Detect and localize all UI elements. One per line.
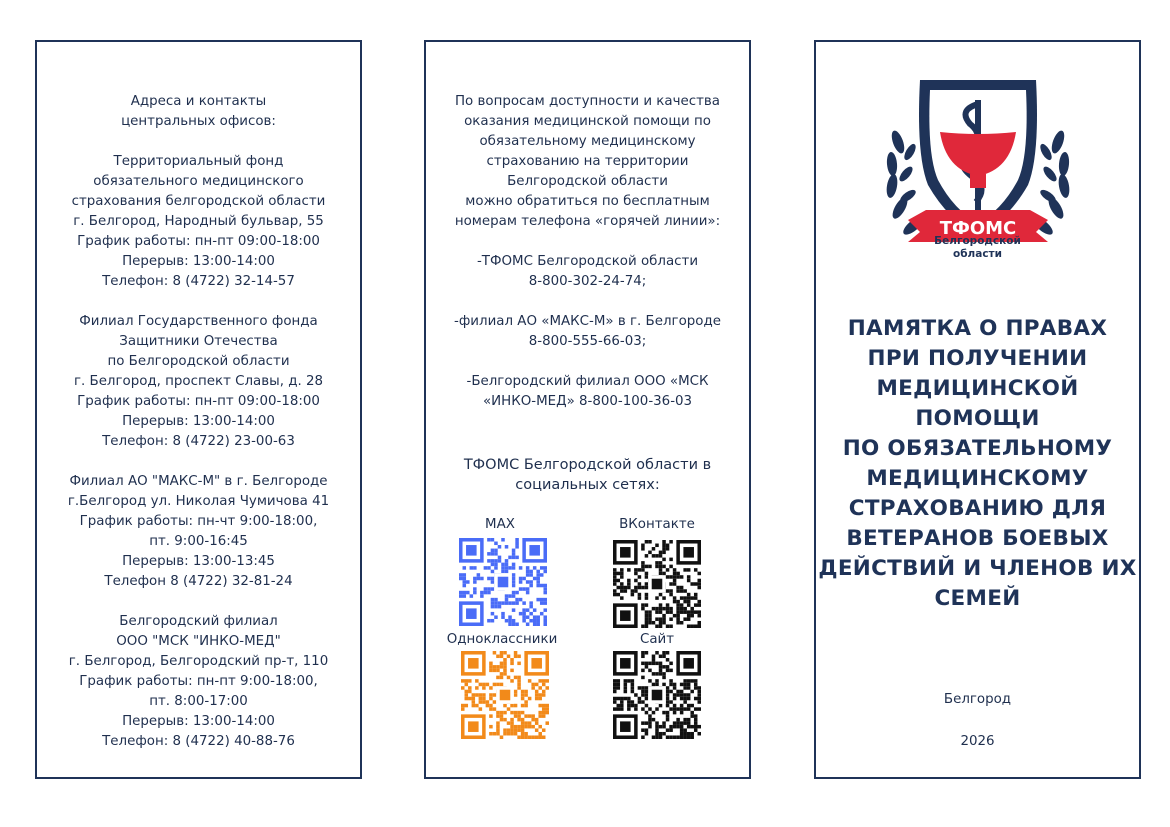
office-tfoms: Территориальный фонд обязательного медицинского страхования белгородской области г. Белгород, Народный бульвар, 55 График работы: пн-пт 09:00-18:00 Перерыв: 13:00-14:00 Телефон: 8 (4722) 32-14-57 xyxy=(71,154,326,289)
hotline-panel xyxy=(424,40,751,779)
qr-label-max: MAX xyxy=(485,517,515,532)
qr-label-site: Сайт xyxy=(639,632,675,647)
contacts-panel xyxy=(35,40,362,779)
office-defenders-fund: Филиал Государственного фонда Защитники Отечества по Белгородской области г. Белгород, проспект Славы, д. 28 График работы: пн-пт 09:00-18:00 Перерыв: 13:00-14:00 Телефон: 8 (4722) 23-00-63 xyxy=(73,314,324,449)
hotline-inko-med: -Белгородский филиал ООО «МСК «ИНКО-МЕД» 8-800-100-36-03 xyxy=(466,374,709,409)
hotline-intro: По вопросам доступности и качества оказания медицинской помощи по обязательному медицинскому страхованию на территории Белгородской области можно обратиться по бесплатным номерам телефона «горячей линии»: xyxy=(454,94,721,229)
logo-subtitle: Белгородской области xyxy=(934,235,1021,260)
office-maks-m: Филиал АО "МАКС-М" в г. Белгороде г.Белгород ул. Николая Чумичова 41 График работы: пн-чт 9:00-18:00, пт. 9:00-16:45 Перерыв: 13:00-13:45 Телефон 8 (4722) 32-81-24 xyxy=(67,474,330,589)
cover-panel xyxy=(814,40,1141,779)
brochure-title: ПАМЯТКА О ПРАВАХ ПРИ ПОЛУЧЕНИИ МЕДИЦИНСКОЙ ПОМОЩИ ПО ОБЯЗАТЕЛЬНОМУ МЕДИЦИНСКОМУ СТРАХОВАНИЮ ДЛЯ ВЕТЕРАНОВ БОЕВЫХ ДЕЙСТВИЙ И ЧЛЕНОВ ИХ СЕМЕЙ xyxy=(818,316,1137,611)
qr-code-site-icon[interactable] xyxy=(613,651,701,739)
hotline-tfoms: -ТФОМС Белгородской области 8-800-302-24-74; xyxy=(476,254,699,289)
qr-label-vk: ВКонтакте xyxy=(619,517,695,532)
office-inko-med: Белгородский филиал ООО "МСК "ИНКО-МЕД" г. Белгород, Белгородский пр-т, 110 График работы: пн-пт 9:00-18:00, пт. 8:00-17:00 Перерыв: 13:00-14:00 Телефон: 8 (4722) 40-88-76 xyxy=(68,614,329,749)
qr-code-ok-icon[interactable] xyxy=(461,651,549,739)
contacts-heading: Адреса и контакты центральных офисов: xyxy=(121,94,276,129)
qr-code-vk-icon[interactable] xyxy=(613,540,701,628)
city: Белгород xyxy=(943,692,1012,707)
logo-text: ТФОМС xyxy=(939,218,1017,239)
hotline-maks-m: -филиал АО «МАКС-М» в г. Белгороде 8-800-555-66-03; xyxy=(454,314,721,349)
year: 2026 xyxy=(960,734,995,749)
qr-code-max-icon[interactable] xyxy=(459,538,547,626)
social-heading: ТФОМС Белгородской области в социальных сетях: xyxy=(463,457,712,493)
qr-label-ok: Одноклассники xyxy=(446,632,558,647)
